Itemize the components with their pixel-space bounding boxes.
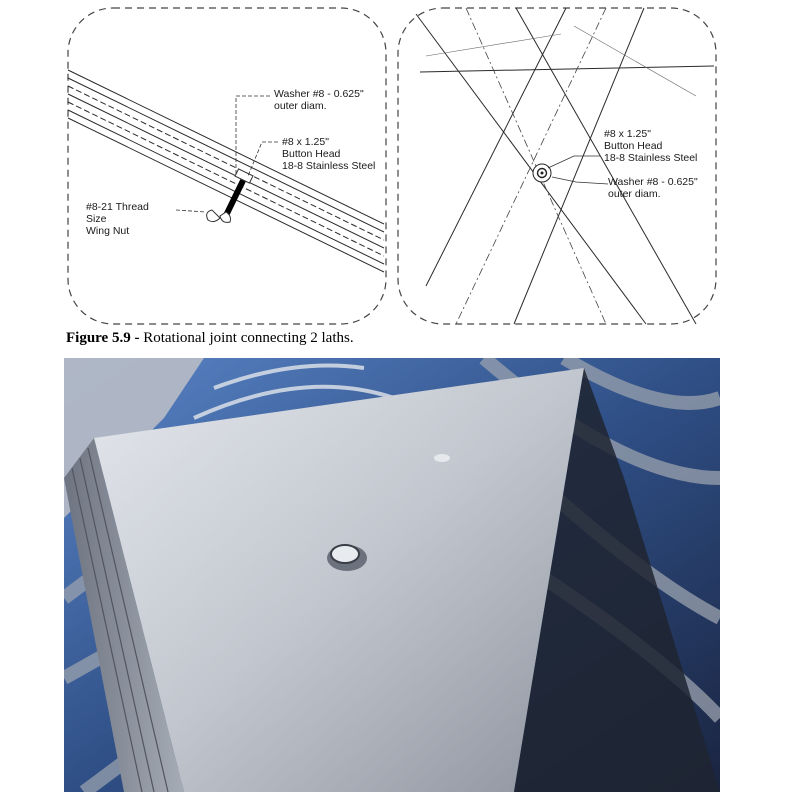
plan-view-svg	[396, 6, 718, 326]
figure-caption	[66, 330, 354, 347]
centerlines	[456, 8, 606, 324]
photo-illustration	[64, 358, 720, 792]
leader-lines	[548, 156, 608, 184]
caption-text: Rotational joint connecting 2 laths.	[139, 330, 354, 346]
joint-plan-view-drawing	[396, 6, 718, 326]
figure-number: Figure 5.9 -	[66, 330, 140, 346]
joint-photo	[64, 358, 720, 792]
wingnut-label: #8-21 Thread Size Wing Nut	[86, 201, 149, 237]
bolt-label: #8 x 1.25" Button Head 18-8 Stainless Steel	[282, 136, 376, 172]
joint-side-view-drawing	[66, 6, 388, 326]
dimension-lines	[426, 26, 696, 96]
dashed-frame	[398, 8, 716, 324]
washer-shape	[235, 169, 253, 183]
lath-outlines	[416, 8, 714, 324]
bolt-head-photo	[331, 545, 359, 563]
wing-nut-shape	[207, 210, 220, 222]
washer-label: Washer #8 - 0.625" outer diam.	[608, 176, 698, 200]
bolt-label: #8 x 1.25" Button Head 18-8 Stainless Steel	[604, 128, 698, 164]
washer-label: Washer #8 - 0.625" outer diam.	[274, 88, 364, 112]
